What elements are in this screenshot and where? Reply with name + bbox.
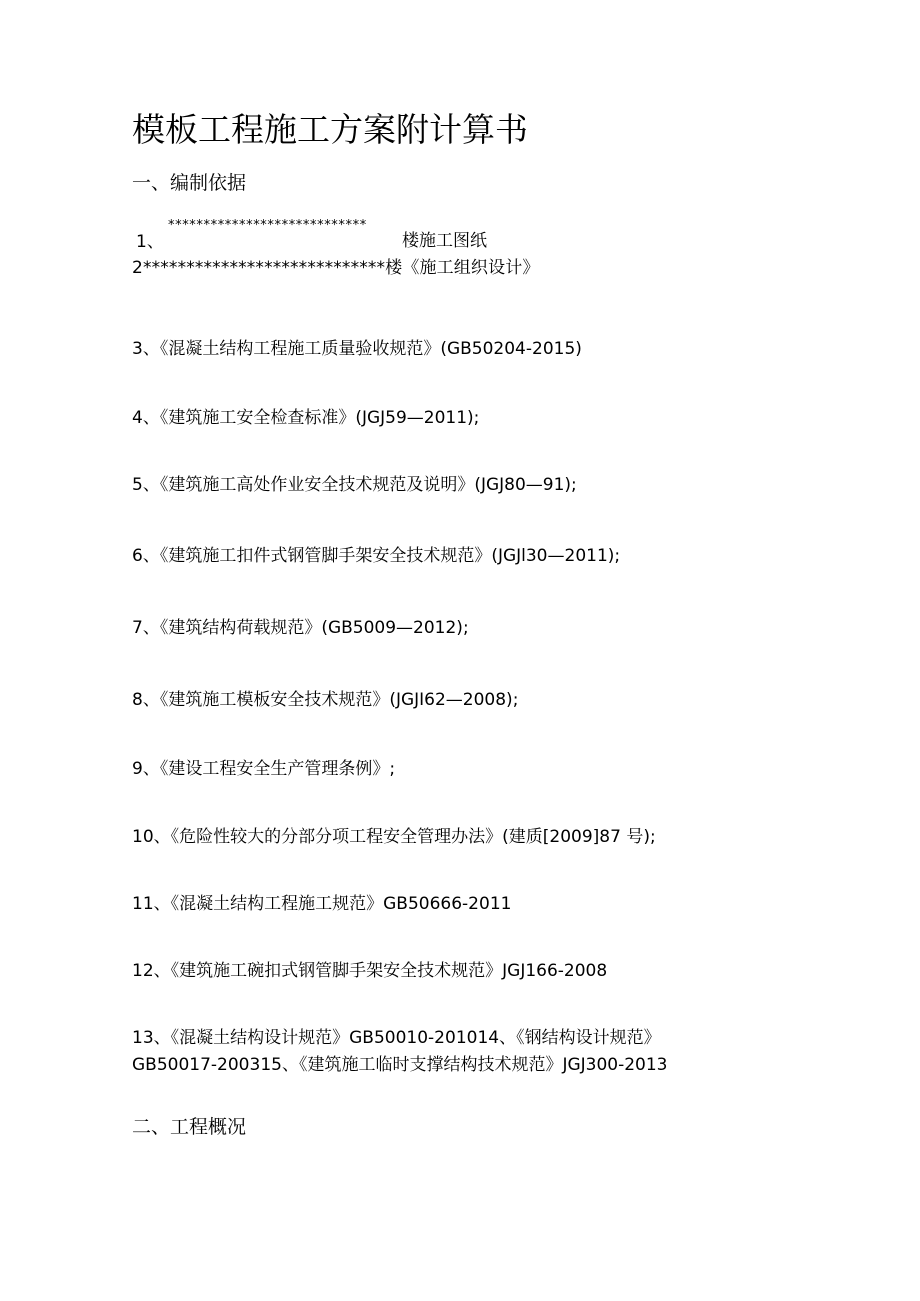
list-item-12: 12、《建筑施工碗扣式钢管脚手架安全技术规范》JGJ166-2008 [132, 961, 608, 981]
list-item-13-line-1: 13、《混凝土结构设计规范》GB50010-201014、《钢结构设计规范》 [132, 1028, 661, 1048]
list-item-6: 6、《建筑施工扣件式钢管脚手架安全技术规范》(JGJl30—2011); [132, 546, 621, 566]
section-heading-basis: 一、编制依据 [132, 172, 247, 194]
list-item-7: 7、《建筑结构荷载规范》(GB5009—2012); [132, 618, 469, 638]
list-item-13-line-2: GB50017-200315、《建筑施工临时支撑结构技术规范》JGJ300-2013 [132, 1055, 668, 1075]
list-item-5: 5、《建筑施工高处作业安全技术规范及说明》(JGJ80—91); [132, 475, 577, 495]
masked-project-name: **************************** [168, 218, 367, 233]
list-item-9: 9、《建设工程安全生产管理条例》; [132, 759, 396, 779]
list-item-10: 10、《危险性较大的分部分项工程安全管理办法》(建质[2009]87 号); [132, 827, 656, 847]
list-item-4: 4、《建筑施工安全检查标准》(JGJ59—2011); [132, 408, 480, 428]
list-item-11: 11、《混凝土结构工程施工规范》GB50666-2011 [132, 894, 512, 914]
document-title: 模板工程施工方案附计算书 [132, 110, 528, 149]
list-item-2: 2****************************楼《施工组织设计》 [132, 258, 540, 278]
section-heading-overview: 二、工程概况 [132, 1116, 247, 1138]
list-item-3: 3、《混凝土结构工程施工质量验收规范》(GB50204-2015) [132, 339, 582, 359]
list-item-text: 楼施工图纸 [402, 231, 487, 251]
list-item-number: 1、 [136, 232, 164, 252]
list-item-8: 8、《建筑施工模板安全技术规范》(JGJI62—2008); [132, 690, 519, 710]
